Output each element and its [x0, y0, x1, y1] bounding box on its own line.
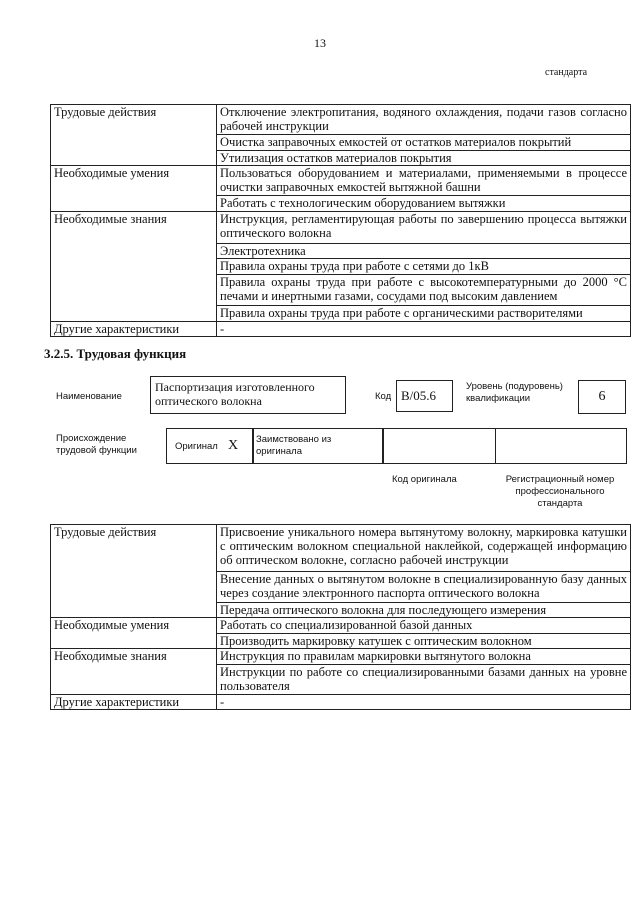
origin-code-caption: Код оригинала — [392, 474, 457, 485]
borrowed-label: Заимствовано из оригинала — [256, 434, 332, 457]
table-cell: Внесение данных о вытянутом волокне в специализированную базу данных через создание электронного паспорта оптического волокна — [217, 572, 631, 603]
origin-code-box — [382, 428, 496, 464]
table-row — [51, 105, 631, 135]
original-mark: X — [228, 438, 239, 453]
table-row — [51, 212, 631, 244]
header-standard-caption: стандарта — [545, 67, 588, 78]
origin-label: Происхождение трудовой функции — [56, 433, 137, 456]
table-cell: Электротехника — [217, 244, 631, 259]
table-row — [51, 166, 631, 196]
table-cell: - — [217, 322, 631, 337]
table-cell: Правила охраны труда при работе с сетями до 1кВ — [217, 259, 631, 275]
row-label-required-knowledge: Необходимые знания — [51, 212, 217, 322]
row-label-other-characteristics: Другие характеристики — [51, 322, 217, 337]
table-cell: Инструкция, регламентирующая работы по завершению процесса вытяжки оптического волокна — [217, 212, 631, 244]
table-cell: Правила охраны труда при работе с органическими растворителями — [217, 306, 631, 322]
name-value: Паспортизация изготовленного оптического волокна — [155, 380, 315, 408]
table-cell: Отключение электропитания, водяного охлаждения, подачи газов согласно рабочей инструкции — [217, 105, 631, 135]
row-label-required-knowledge: Необходимые знания — [51, 649, 217, 695]
table-cell: Пользоваться оборудованием и материалами, применяемыми в процессе очистки заправочных емкостей вытяжной башни — [217, 166, 631, 196]
table-cell: Работать со специализированной базой данных — [217, 618, 631, 634]
row-label-required-skills: Необходимые умения — [51, 166, 217, 212]
table-cell: Присвоение уникального номера вытянутому волокну, маркировка катушки с оптическим волокном специальной наклейкой, содержащей информацию об оптическом волокне, согласно рабочей инструкции — [217, 525, 631, 572]
section-title: 3.2.5. Трудовая функция — [44, 346, 187, 361]
code-label: Код — [375, 391, 392, 402]
original-box — [166, 428, 254, 464]
table-cell: - — [217, 695, 631, 710]
row-label-other-characteristics: Другие характеристики — [51, 695, 217, 710]
table-row — [51, 525, 631, 572]
table-cell: Инструкция по правилам маркировки вытянутого волокна — [217, 649, 631, 665]
table-cell: Инструкции по работе со специализированными базами данных на уровне пользователя — [217, 665, 631, 695]
table-row — [51, 322, 631, 337]
code-value: B/05.6 — [401, 388, 437, 403]
table-row — [51, 649, 631, 665]
row-label-labor-actions: Трудовые действия — [51, 525, 217, 618]
row-label-required-skills: Необходимые умения — [51, 618, 217, 649]
labor-function-table-1 — [50, 104, 631, 337]
table-cell: Правила охраны труда при работе с высокотемпературными до 2000 °С печами и инертными газами, сосудами под высоким давлением — [217, 275, 631, 306]
code-value-box — [396, 380, 453, 412]
table-cell: Производить маркировку катушек с оптическим волокном — [217, 634, 631, 649]
original-label: Оригинал — [175, 441, 218, 452]
table-row — [51, 695, 631, 710]
borrowed-box — [252, 428, 384, 464]
table-cell: Утилизация остатков материалов покрытия — [217, 151, 631, 166]
reg-number-caption: Регистрационный номер профессионального стандарта — [505, 474, 615, 509]
row-label-labor-actions: Трудовые действия — [51, 105, 217, 166]
level-label: Уровень (подуровень) квалификации — [466, 381, 563, 404]
name-label: Наименование — [56, 391, 122, 402]
reg-number-box — [494, 428, 627, 464]
name-value-box — [150, 376, 346, 414]
table-row — [51, 618, 631, 634]
labor-function-table-2 — [50, 524, 631, 710]
table-cell: Передача оптического волокна для последующего измерения — [217, 603, 631, 618]
page-number: 13 — [314, 36, 326, 50]
level-value: 6 — [598, 389, 606, 404]
table-cell: Очистка заправочных емкостей от остатков материалов покрытий — [217, 135, 631, 151]
level-value-box — [578, 380, 626, 414]
table-cell: Работать с технологическим оборудованием вытяжки — [217, 196, 631, 212]
